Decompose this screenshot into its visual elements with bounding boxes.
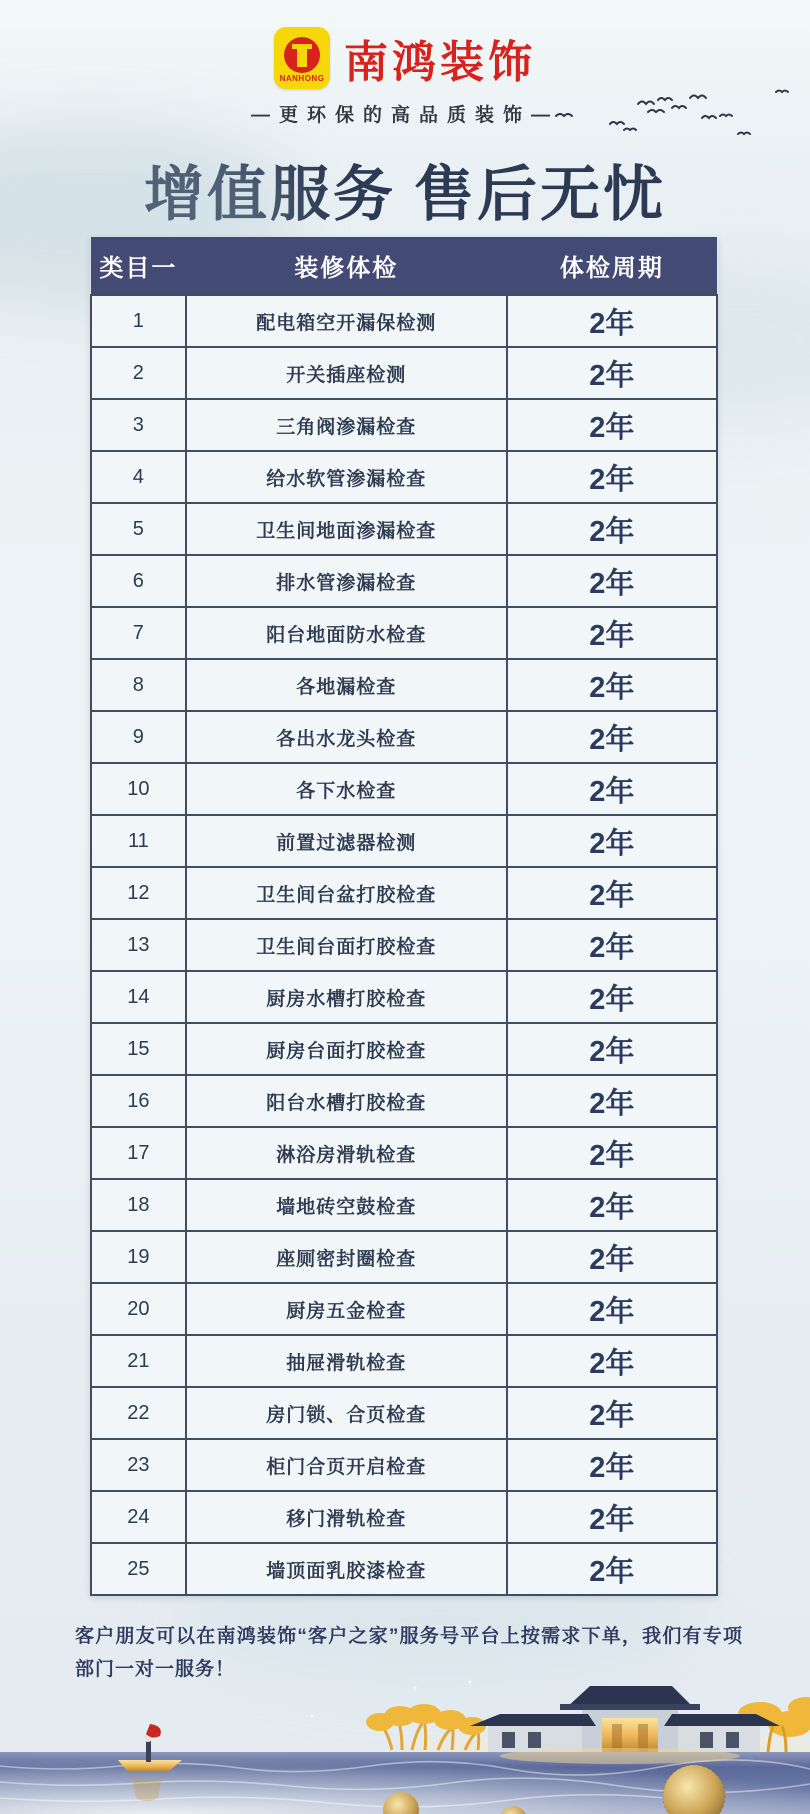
row-item: 卫生间台盆打胶检查	[186, 867, 507, 919]
row-number: 14	[91, 971, 186, 1023]
row-period: 2年	[507, 1491, 717, 1543]
table-row	[91, 1023, 717, 1075]
logo-pillar-glyph	[297, 44, 307, 67]
row-period: 2年	[507, 763, 717, 815]
row-period: 2年	[507, 607, 717, 659]
row-number: 3	[91, 399, 186, 451]
service-table-header	[91, 237, 717, 295]
row-period: 2年	[507, 919, 717, 971]
row-number: 20	[91, 1283, 186, 1335]
row-number: 5	[91, 503, 186, 555]
row-number: 18	[91, 1179, 186, 1231]
row-item: 阳台水槽打胶检查	[186, 1075, 507, 1127]
row-period: 2年	[507, 555, 717, 607]
row-period: 2年	[507, 1231, 717, 1283]
row-period: 2年	[507, 971, 717, 1023]
row-period: 2年	[507, 711, 717, 763]
footer-note: 客户朋友可以在南鸿装饰“客户之家”服务号平台上按需求下单，我们有专项部门一对一服务！	[75, 1626, 743, 1681]
row-item: 各出水龙头检查	[186, 711, 507, 763]
row-number: 11	[91, 815, 186, 867]
row-period: 2年	[507, 451, 717, 503]
table-row	[91, 555, 717, 607]
row-number: 13	[91, 919, 186, 971]
service-table-body	[91, 295, 717, 1595]
row-period: 2年	[507, 347, 717, 399]
row-period: 2年	[507, 815, 717, 867]
row-period: 2年	[507, 659, 717, 711]
row-item: 淋浴房滑轨检查	[186, 1127, 507, 1179]
table-row	[91, 1179, 717, 1231]
brand-tagline: —更环保的高品质装饰—	[250, 105, 559, 126]
row-period: 2年	[507, 1179, 717, 1231]
row-item: 厨房五金检查	[186, 1283, 507, 1335]
row-item: 阳台地面防水检查	[186, 607, 507, 659]
row-item: 各下水检查	[186, 763, 507, 815]
logo-wordmark: NANHONG	[279, 73, 325, 83]
row-number: 7	[91, 607, 186, 659]
row-item: 各地漏检查	[186, 659, 507, 711]
table-row	[91, 399, 717, 451]
row-item: 墙地砖空鼓检查	[186, 1179, 507, 1231]
table-row	[91, 347, 717, 399]
row-item: 开关插座检测	[186, 347, 507, 399]
row-number: 10	[91, 763, 186, 815]
row-item: 前置过滤器检测	[186, 815, 507, 867]
waterfront-scene-graphic	[0, 1674, 810, 1814]
table-row	[91, 295, 717, 347]
row-item: 厨房台面打胶检查	[186, 1023, 507, 1075]
row-item: 排水管渗漏检查	[186, 555, 507, 607]
row-period: 2年	[507, 1387, 717, 1439]
row-number: 8	[91, 659, 186, 711]
table-row	[91, 503, 717, 555]
table-row	[91, 815, 717, 867]
row-item: 房门锁、合页检查	[186, 1387, 507, 1439]
row-item: 三角阀渗漏检查	[186, 399, 507, 451]
row-item: 给水软管渗漏检查	[186, 451, 507, 503]
service-table	[90, 237, 718, 1596]
row-period: 2年	[507, 399, 717, 451]
table-row	[91, 1335, 717, 1387]
row-period: 2年	[507, 1543, 717, 1595]
row-period: 2年	[507, 1335, 717, 1387]
table-row	[91, 451, 717, 503]
table-row	[91, 711, 717, 763]
row-number: 22	[91, 1387, 186, 1439]
row-number: 9	[91, 711, 186, 763]
table-row	[91, 1491, 717, 1543]
row-period: 2年	[507, 1283, 717, 1335]
row-period: 2年	[507, 1075, 717, 1127]
row-period: 2年	[507, 1023, 717, 1075]
row-period: 2年	[507, 1127, 717, 1179]
brand-logo-row	[0, 0, 810, 90]
table-row	[91, 607, 717, 659]
row-number: 2	[91, 347, 186, 399]
table-row	[91, 1439, 717, 1491]
row-number: 6	[91, 555, 186, 607]
column-header-category: 类目一	[91, 237, 186, 295]
table-row	[91, 1543, 717, 1595]
table-row	[91, 1283, 717, 1335]
row-item: 配电箱空开漏保检测	[186, 295, 507, 347]
brand-name: 南鸿装饰	[344, 38, 536, 87]
poster-header	[0, 0, 810, 233]
logo-circle	[284, 37, 320, 73]
row-period: 2年	[507, 867, 717, 919]
row-number: 19	[91, 1231, 186, 1283]
row-number: 16	[91, 1075, 186, 1127]
row-number: 4	[91, 451, 186, 503]
header-row	[91, 237, 717, 295]
row-item: 卫生间台面打胶检查	[186, 919, 507, 971]
column-header-inspection: 装修体检	[186, 237, 507, 295]
row-number: 1	[91, 295, 186, 347]
house-silhouette	[470, 1686, 780, 1756]
table-row	[91, 1231, 717, 1283]
row-number: 17	[91, 1127, 186, 1179]
row-item: 移门滑轨检查	[186, 1491, 507, 1543]
table-row	[91, 659, 717, 711]
row-period: 2年	[507, 503, 717, 555]
table-row	[91, 971, 717, 1023]
nanhong-logo-icon	[274, 27, 330, 89]
row-period: 2年	[507, 1439, 717, 1491]
row-number: 21	[91, 1335, 186, 1387]
row-item: 墙顶面乳胶漆检查	[186, 1543, 507, 1595]
row-number: 24	[91, 1491, 186, 1543]
table-row	[91, 867, 717, 919]
row-item: 卫生间地面渗漏检查	[186, 503, 507, 555]
row-item: 柜门合页开启检查	[186, 1439, 507, 1491]
row-item: 抽屉滑轨检查	[186, 1335, 507, 1387]
row-number: 15	[91, 1023, 186, 1075]
row-period: 2年	[507, 295, 717, 347]
table-row	[91, 1127, 717, 1179]
row-item: 厨房水槽打胶检查	[186, 971, 507, 1023]
page-title: 增值服务 售后无忧	[144, 162, 666, 228]
table-row	[91, 763, 717, 815]
waterfront-scene	[0, 1674, 810, 1814]
row-number: 12	[91, 867, 186, 919]
table-row	[91, 919, 717, 971]
birds-flock-icon	[552, 78, 792, 148]
column-header-period: 体检周期	[507, 237, 717, 295]
row-item: 座厕密封圈检查	[186, 1231, 507, 1283]
row-number: 23	[91, 1439, 186, 1491]
table-row	[91, 1075, 717, 1127]
row-number: 25	[91, 1543, 186, 1595]
table-row	[91, 1387, 717, 1439]
